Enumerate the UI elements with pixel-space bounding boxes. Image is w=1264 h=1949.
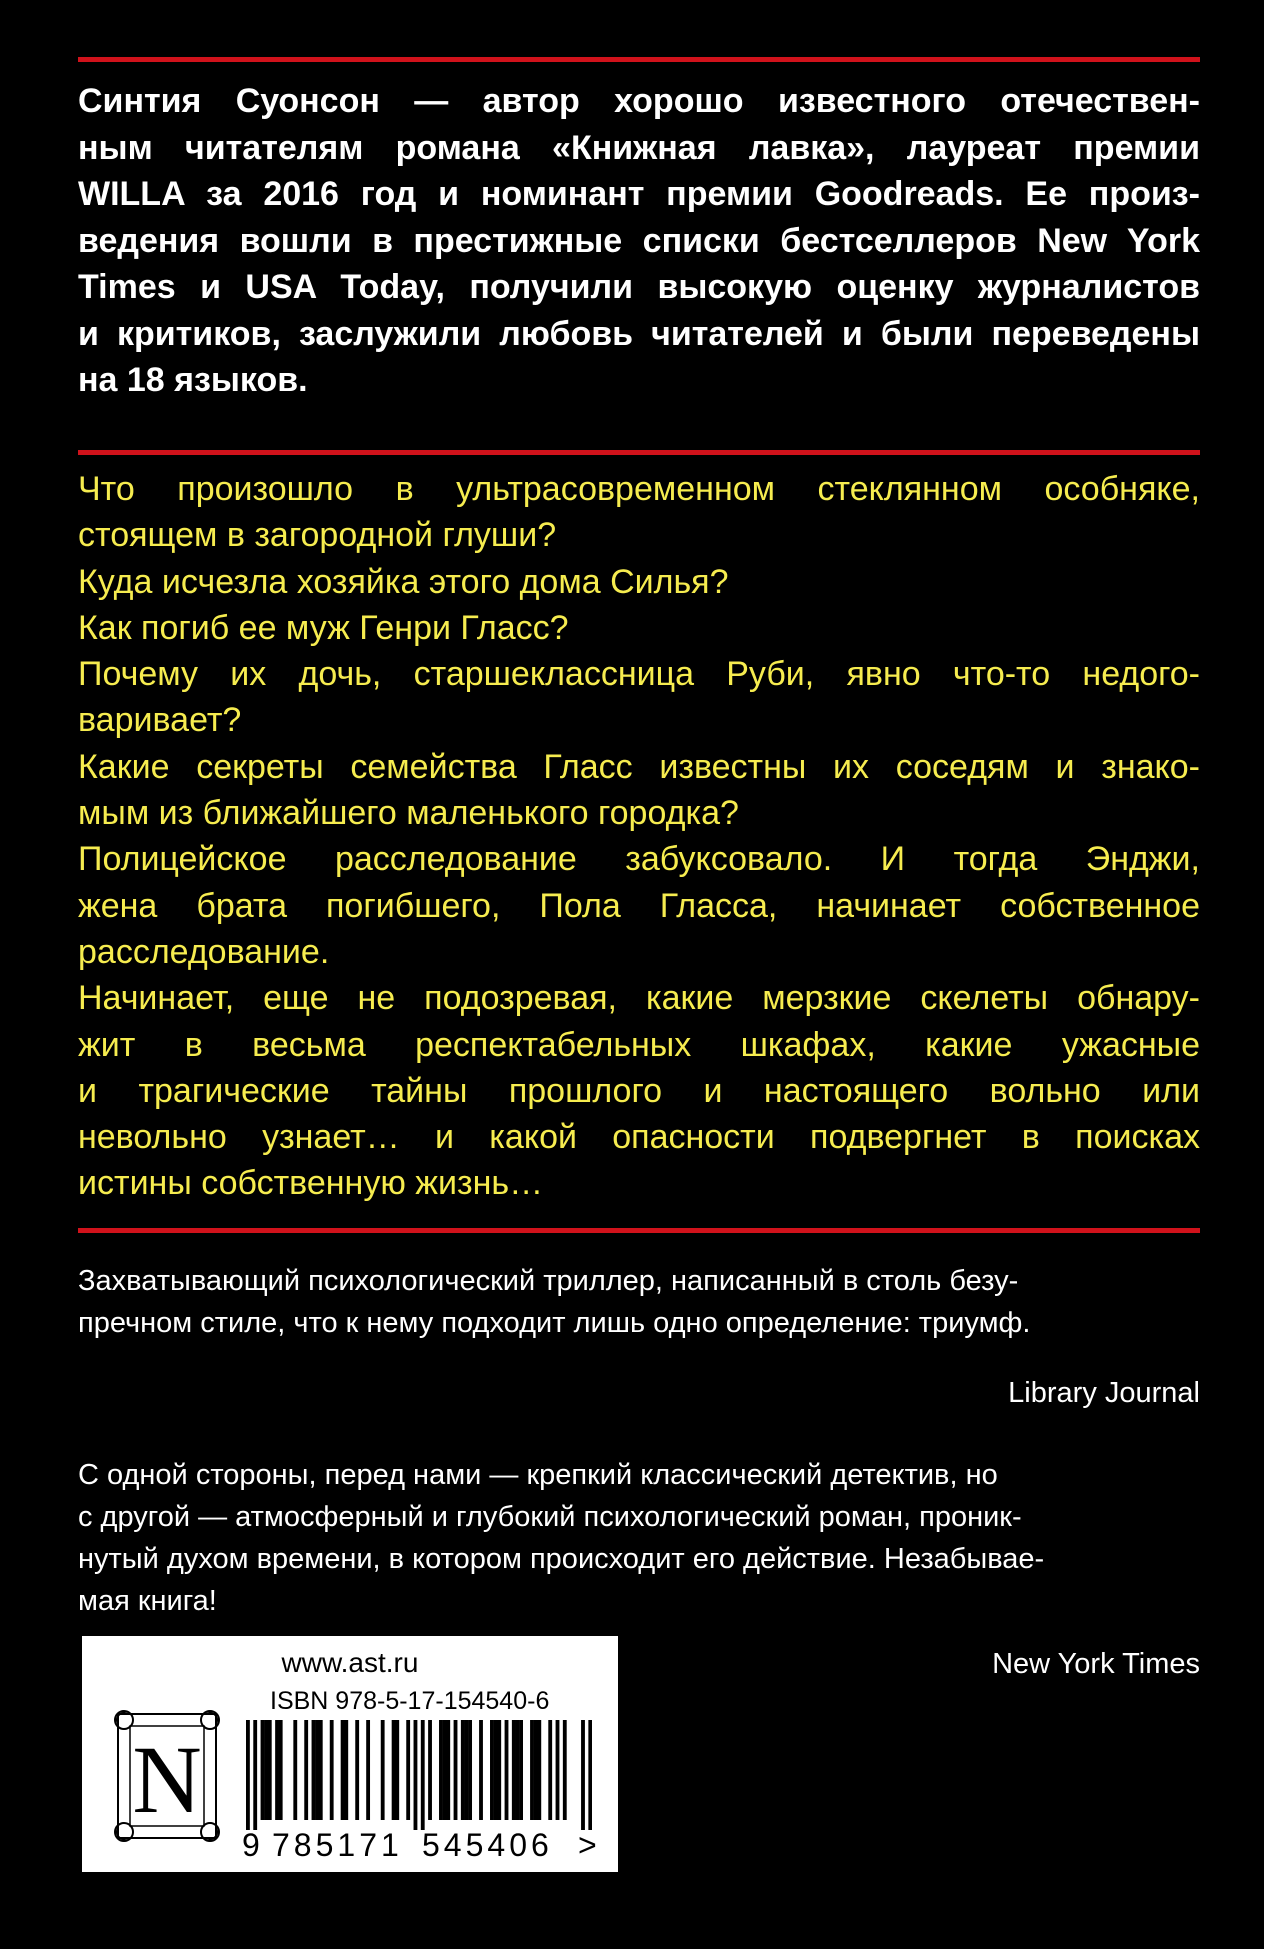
author-bio-line: WILLA за 2016 год и номинант премии Goodreads. Ее произ- [78, 175, 1200, 213]
barcode-bar [588, 1720, 592, 1830]
synopsis-line: стоящем в загородной глуши? [78, 516, 557, 555]
author-bio-line: ведения вошли в престижные списки бестселлеров New York [78, 221, 1200, 260]
barcode-bar [268, 1720, 272, 1820]
barcode-bar [534, 1720, 538, 1820]
review-quote-library-journal [78, 1260, 1200, 1344]
barcode-bar [421, 1720, 425, 1830]
barcode-bar [556, 1720, 560, 1820]
publisher-url: www.ast.ru [281, 1647, 419, 1678]
barcode-bar [516, 1720, 520, 1820]
synopsis-line: мым из ближайшего маленького городка? [78, 794, 739, 833]
barcode-bar [279, 1720, 283, 1820]
barcode-bar [461, 1720, 465, 1820]
barcode-bar [439, 1720, 443, 1820]
divider-rule-top [78, 57, 1200, 62]
author-bio-line: и критиков, заслужили любовь читателей и были переведены [78, 314, 1200, 353]
synopsis [78, 466, 1200, 1207]
synopsis-line: Как погиб ее муж Генри Гласс? [78, 608, 569, 647]
synopsis-line: Начинает, еще не подозревая, какие мерзкие скелеты обнару- [78, 979, 1200, 1018]
review-line: Захватывающий психологический триллер, написанный в столь безу- [78, 1265, 1019, 1297]
barcode-bar [581, 1720, 585, 1830]
barcode-bar [548, 1720, 552, 1820]
barcode-bar [512, 1720, 516, 1820]
barcode-bar [468, 1720, 472, 1820]
synopsis-line: Почему их дочь, старшеклассница Руби, явно что-то недого- [78, 655, 1200, 694]
divider-rule-middle [78, 450, 1200, 455]
review-quote-new-york-times [78, 1454, 1200, 1622]
barcode-bar [261, 1720, 265, 1820]
review-line: мая книга! [78, 1585, 217, 1617]
barcode-bar [293, 1720, 297, 1820]
synopsis-line: Какие секреты семейства Гласс известны их соседям и знако- [78, 747, 1200, 786]
barcode-bar [275, 1720, 279, 1820]
barcode-bar [490, 1720, 494, 1820]
barcode-bar [344, 1720, 348, 1820]
synopsis-line: и трагические тайны прошлого и настоящего вольно или [78, 1071, 1200, 1110]
barcode-bar [341, 1720, 345, 1820]
review-source: New York Times [992, 1648, 1200, 1680]
barcode-bar [355, 1720, 359, 1820]
review-line: С одной стороны, перед нами — крепкий классический детектив, но [78, 1459, 998, 1491]
barcode-digits-left: 785171 [272, 1827, 403, 1863]
synopsis-line: Полицейское расследование забуксовало. И тогда Энджи, [78, 840, 1200, 879]
barcode-bar [479, 1720, 483, 1820]
barcode-bar [428, 1720, 432, 1820]
synopsis-line: истины собственную жизнь… [78, 1164, 544, 1203]
synopsis-line: Что произошло в ультрасовременном стеклянном особняке, [78, 470, 1200, 508]
review-line: нутый духом времени, в котором происходит его действие. Незабывае- [78, 1543, 1045, 1575]
isbn-number: ISBN 978-5-17-154540-6 [270, 1687, 550, 1715]
synopsis-line: невольно узнает… и какой опасности подвергнет в поисках [78, 1118, 1200, 1157]
barcode-bar [519, 1720, 523, 1820]
barcode-label [82, 1636, 618, 1872]
barcode-bar [454, 1720, 458, 1820]
barcode-bar [246, 1720, 250, 1830]
review-line: пречном стиле, что к нему подходит лишь одно определение: триумф. [78, 1307, 1031, 1339]
barcode-bar [264, 1720, 268, 1820]
synopsis-line: Куда исчезла хозяйка этого дома Силья? [78, 562, 729, 601]
barcode-digit-first: 9 [242, 1827, 260, 1863]
synopsis-line: жит в весьма респектабельных шкафах, какие ужасные [78, 1025, 1200, 1064]
barcode-bar [315, 1720, 319, 1820]
author-bio-line: ным читателям романа «Книжная лавка», лауреат премии [78, 128, 1200, 167]
svg-text:N: N [132, 1726, 202, 1833]
barcode-bar [312, 1720, 316, 1820]
barcode-bar [494, 1720, 498, 1820]
author-bio-line: на 18 языков. [78, 361, 308, 399]
synopsis-line: жена брата погибшего, Пола Гласса, начинает собственное [78, 886, 1200, 925]
barcode-bar [395, 1720, 399, 1820]
barcode-bar [443, 1720, 447, 1820]
barcode-bar [497, 1720, 501, 1820]
author-bio-line: Синтия Суонсон — автор хорошо известного отечествен- [78, 82, 1200, 120]
barcode-bar [465, 1720, 469, 1820]
author-bio [78, 78, 1200, 404]
barcode-bar [530, 1720, 534, 1820]
barcode-bar [563, 1720, 567, 1820]
barcode-digits-right: 545406 [422, 1827, 553, 1863]
barcode-bar [406, 1720, 410, 1820]
barcode-bar [366, 1720, 370, 1820]
synopsis-line: варивает? [78, 701, 242, 740]
review-line: с другой — атмосферный и глубокий психологический роман, проник- [78, 1501, 1022, 1533]
synopsis-line: расследование. [78, 932, 330, 971]
barcode-bar [537, 1720, 541, 1820]
barcode-bar [381, 1720, 385, 1820]
barcode-bar [392, 1720, 396, 1820]
publisher-logo-icon [112, 1708, 222, 1844]
barcode-bar [446, 1720, 450, 1820]
barcode-bar [414, 1720, 418, 1830]
review-source: Library Journal [1008, 1377, 1200, 1409]
barcode-bar [505, 1720, 509, 1820]
barcode-bar [330, 1720, 334, 1820]
barcode-bar [304, 1720, 308, 1820]
barcode-bar [253, 1720, 257, 1830]
barcode-bar [319, 1720, 323, 1820]
barcode-icon [246, 1720, 592, 1830]
barcode-arrow: > [578, 1827, 597, 1863]
author-bio-line: Times и USA Today, получили высокую оценку журналистов [78, 268, 1200, 306]
divider-rule-bottom [78, 1228, 1200, 1233]
